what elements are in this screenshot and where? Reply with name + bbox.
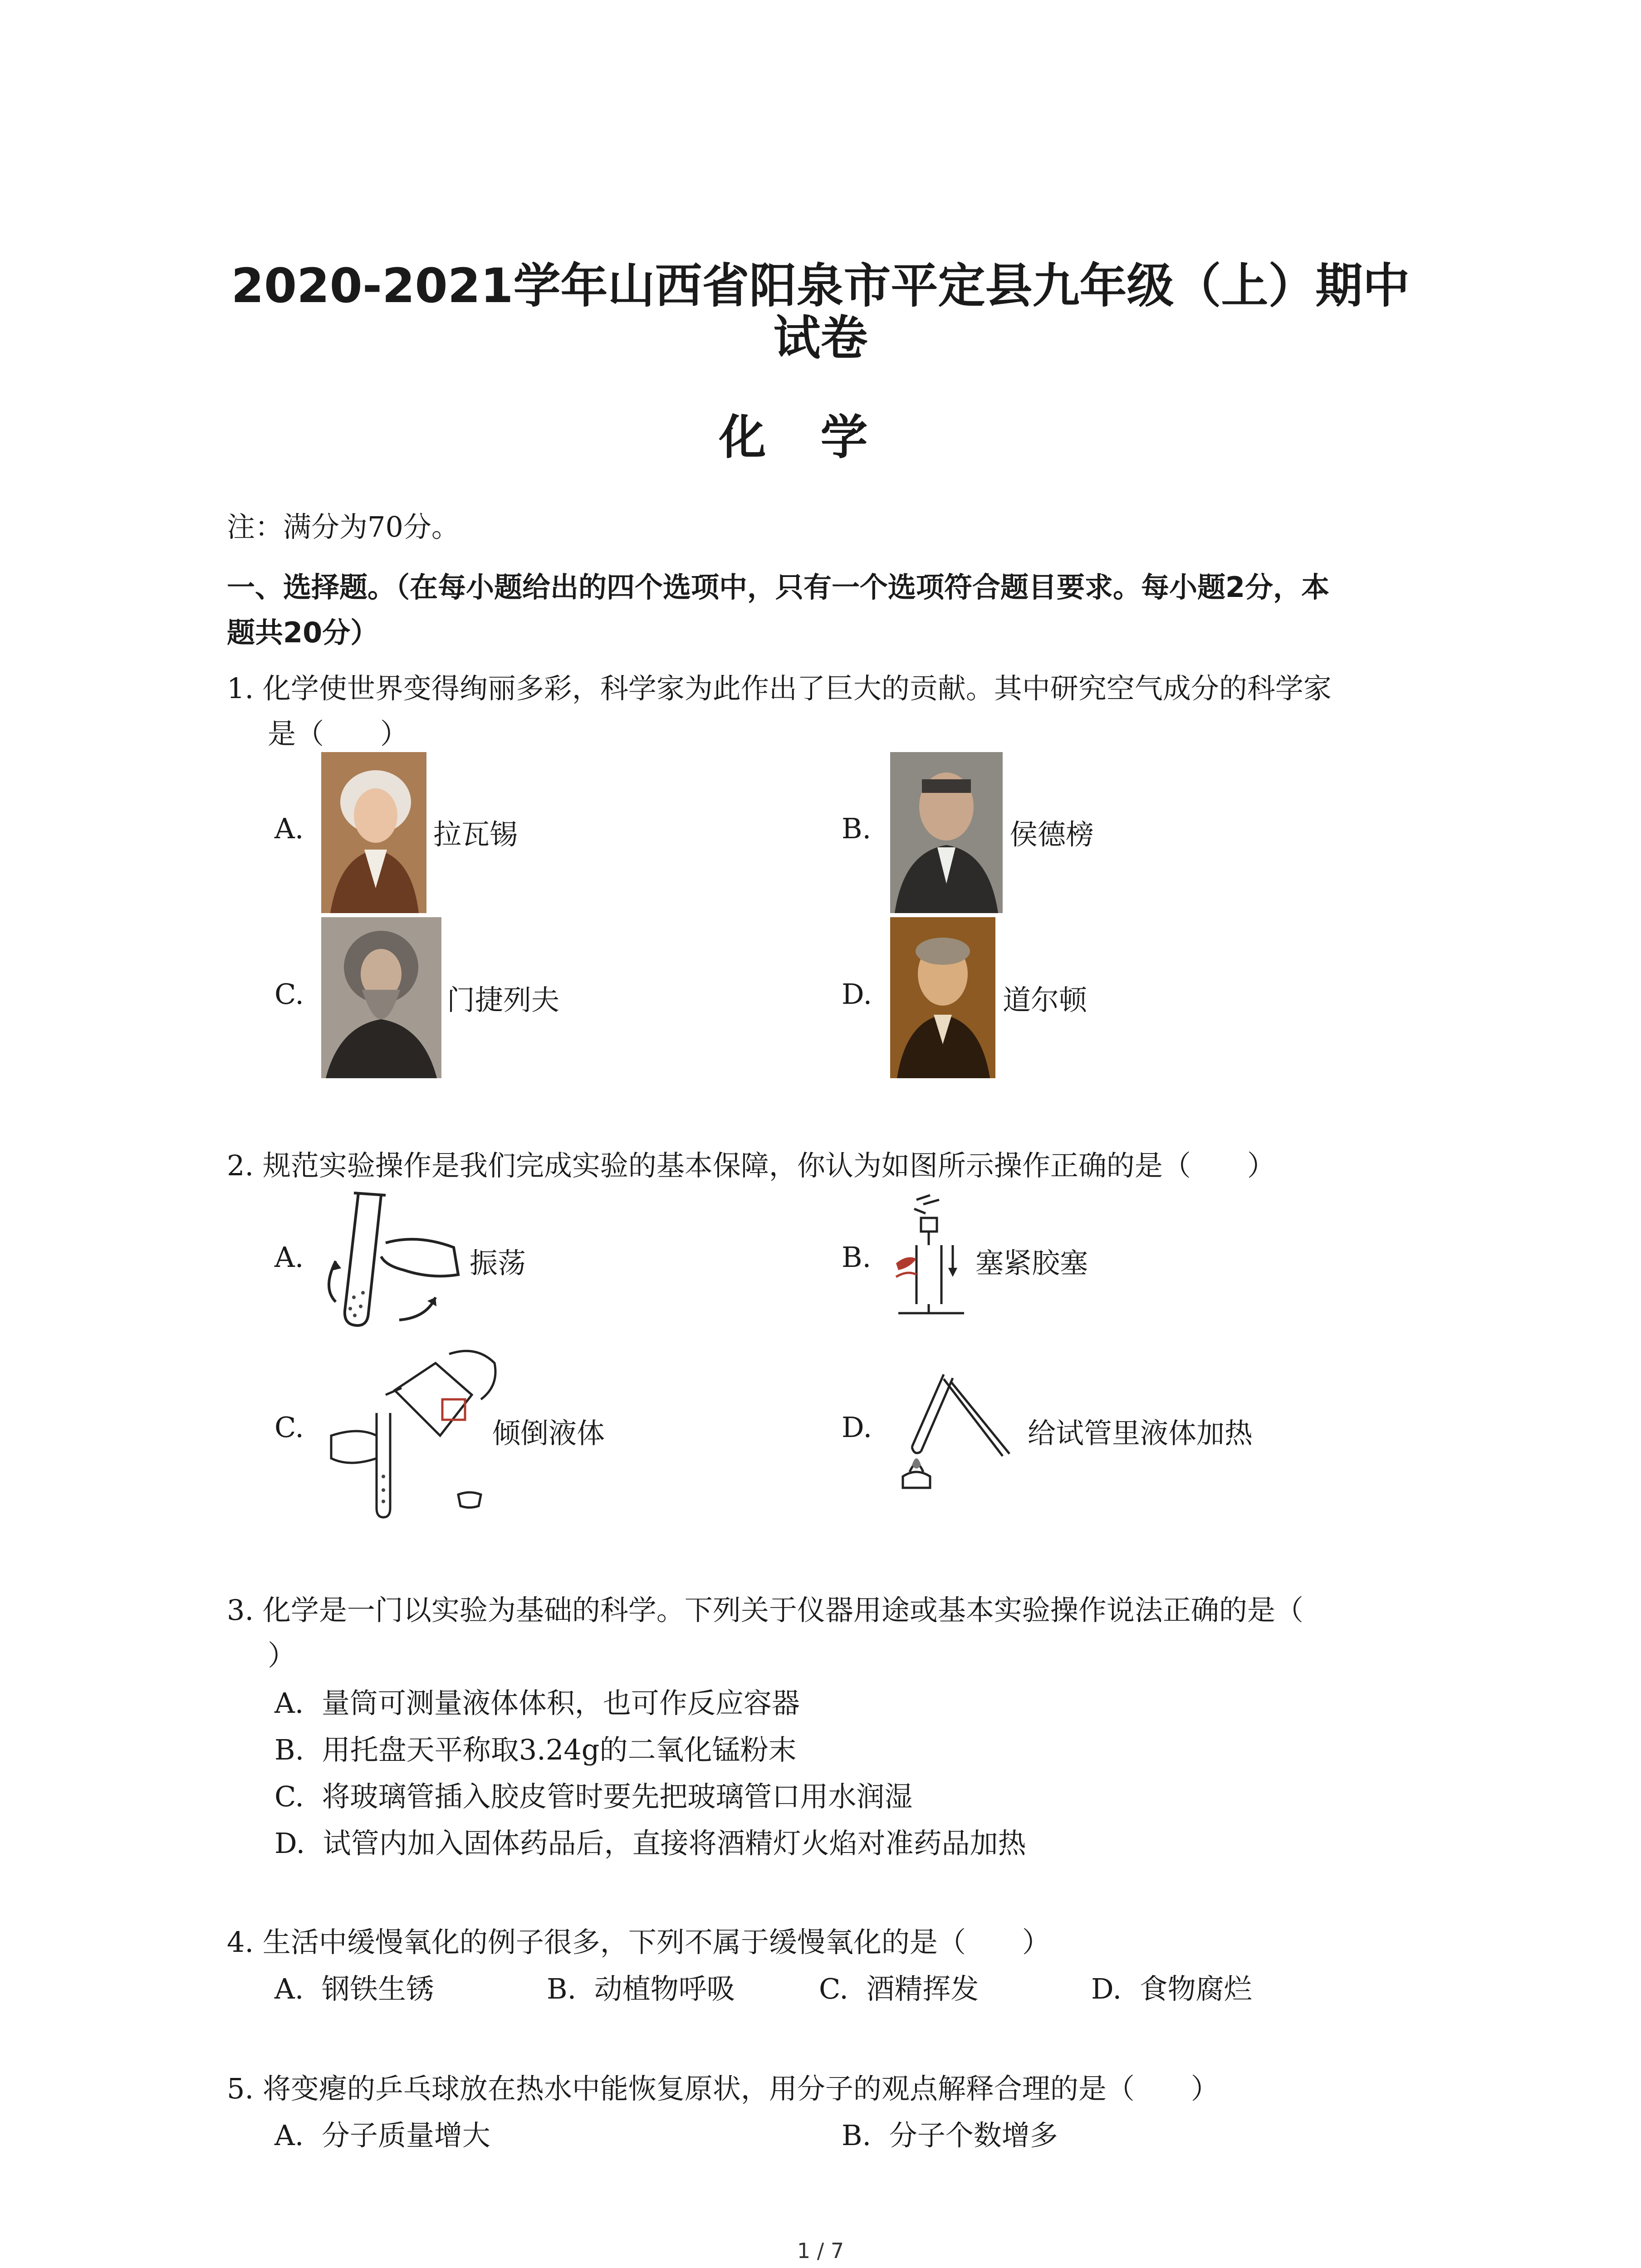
question-4-stem: 4. 生活中缓慢氧化的例子很多，下列不属于缓慢氧化的是（ ） [227, 1926, 1050, 1959]
shake-test-tube-illustration [318, 1184, 467, 1334]
q3-option-c-letter: C. [274, 1780, 304, 1813]
q4-option-b[interactable] [547, 1966, 735, 2007]
q1-option-b-letter[interactable]: B. [842, 812, 872, 845]
q4-option-a[interactable] [274, 1966, 434, 2007]
subject-title: 化学 [719, 410, 922, 465]
q1-option-d-letter[interactable]: D. [842, 978, 872, 1011]
q4-option-c[interactable] [819, 1966, 979, 2007]
q3-option-d-text: 试管内加入固体药品后，直接将酒精灯火焰对准药品加热 [323, 1827, 1026, 1860]
q2-option-a-letter[interactable]: A. [274, 1241, 304, 1274]
q5-option-b-letter: B. [842, 2119, 872, 2152]
q3-option-b-text: 用托盘天平称取3.24g的二氧化锰粉末 [322, 1733, 797, 1766]
q2-option-d-text[interactable]: 给试管里液体加热 [1028, 1417, 1253, 1450]
section-heading-line1: 一、选择题。（在每小题给出的四个选项中，只有一个选项符合题目要求。每小题2分，本 [227, 571, 1330, 604]
q2-option-d-letter[interactable]: D. [842, 1411, 872, 1444]
q2-option-b-letter[interactable]: B. [842, 1241, 872, 1274]
q4-option-d-text: 食物腐烂 [1139, 1972, 1252, 2005]
insert-stopper-illustration [889, 1191, 971, 1322]
question-2-stem: 2. 规范实验操作是我们完成实验的基本保障，你认为如图所示操作正确的是（ ） [227, 1149, 1275, 1182]
q4-option-c-text: 酒精挥发 [866, 1972, 979, 2005]
q1-option-a-text[interactable]: 拉瓦锡 [433, 818, 518, 851]
q4-option-d-letter: D. [1091, 1972, 1122, 2005]
q4-option-d[interactable] [1091, 1966, 1252, 2007]
question-3-stem-cont: ） [268, 1639, 296, 1672]
q3-option-d[interactable] [274, 1821, 1026, 1861]
q4-option-b-text: 动植物呼吸 [594, 1972, 735, 2005]
q4-option-c-letter: C. [819, 1972, 848, 2005]
q5-option-b-text: 分子个数增多 [889, 2119, 1058, 2152]
q5-option-a-letter: A. [274, 2119, 304, 2152]
q4-option-a-letter: A. [274, 1972, 304, 2005]
question-1-stem-cont: 是（ ） [268, 717, 409, 750]
q5-option-b[interactable] [842, 2113, 1058, 2153]
q3-option-b[interactable] [274, 1727, 796, 1768]
q3-option-a[interactable] [274, 1681, 800, 1721]
lavoisier-portrait [321, 752, 426, 913]
question-3-stem: 3. 化学是一门以实验为基础的科学。下列关于仪器用途或基本实验操作说法正确的是（ [227, 1593, 1303, 1627]
q1-option-d-text[interactable]: 道尔顿 [1003, 983, 1087, 1017]
heat-liquid-illustration [889, 1365, 1021, 1497]
q1-option-b-text[interactable]: 侯德榜 [1009, 818, 1094, 851]
q5-option-a-text: 分子质量增大 [321, 2119, 490, 2152]
q3-option-c-text: 将玻璃管插入胶皮管时要先把玻璃管口用水润湿 [322, 1780, 913, 1813]
q3-option-d-letter: D. [274, 1827, 305, 1860]
q2-option-c-letter[interactable]: C. [274, 1411, 304, 1444]
q1-option-c-letter[interactable]: C. [274, 978, 304, 1011]
q2-option-a-text[interactable]: 振荡 [470, 1246, 526, 1280]
pour-liquid-illustration [322, 1345, 504, 1522]
mendeleev-portrait [321, 917, 441, 1078]
q2-option-b-text[interactable]: 塞紧胶塞 [975, 1246, 1088, 1280]
dalton-portrait [890, 917, 995, 1078]
exam-title-line2: 试卷 [773, 310, 868, 366]
q4-option-a-text: 钢铁生锈 [321, 1972, 434, 2005]
q2-option-c-text[interactable]: 倾倒液体 [492, 1417, 605, 1450]
q3-option-c[interactable] [274, 1774, 912, 1814]
score-note: 注：满分为70分。 [227, 510, 460, 543]
hou-debang-portrait [890, 752, 1003, 913]
question-1-stem: 1. 化学使世界变得绚丽多彩，科学家为此作出了巨大的贡献。其中研究空气成分的科学家 [227, 672, 1332, 705]
q5-option-a[interactable] [274, 2113, 490, 2153]
section-heading-line2: 题共20分） [227, 616, 379, 649]
q3-option-a-letter: A. [274, 1686, 304, 1720]
q4-option-b-letter: B. [547, 1972, 577, 2005]
exam-title-line1: 2020-2021学年山西省阳泉市平定县九年级（上）期中 [231, 258, 1410, 313]
q1-option-a-letter[interactable]: A. [274, 812, 304, 845]
q1-option-c-text[interactable]: 门捷列夫 [447, 983, 560, 1017]
q3-option-b-letter: B. [274, 1733, 304, 1766]
question-5-stem: 5. 将变瘪的乒乓球放在热水中能恢复原状，用分子的观点解释合理的是（ ） [227, 2072, 1219, 2105]
q3-option-a-text: 量筒可测量液体体积，也可作反应容器 [321, 1686, 800, 1720]
page-number: 1 / 7 [797, 2239, 844, 2263]
